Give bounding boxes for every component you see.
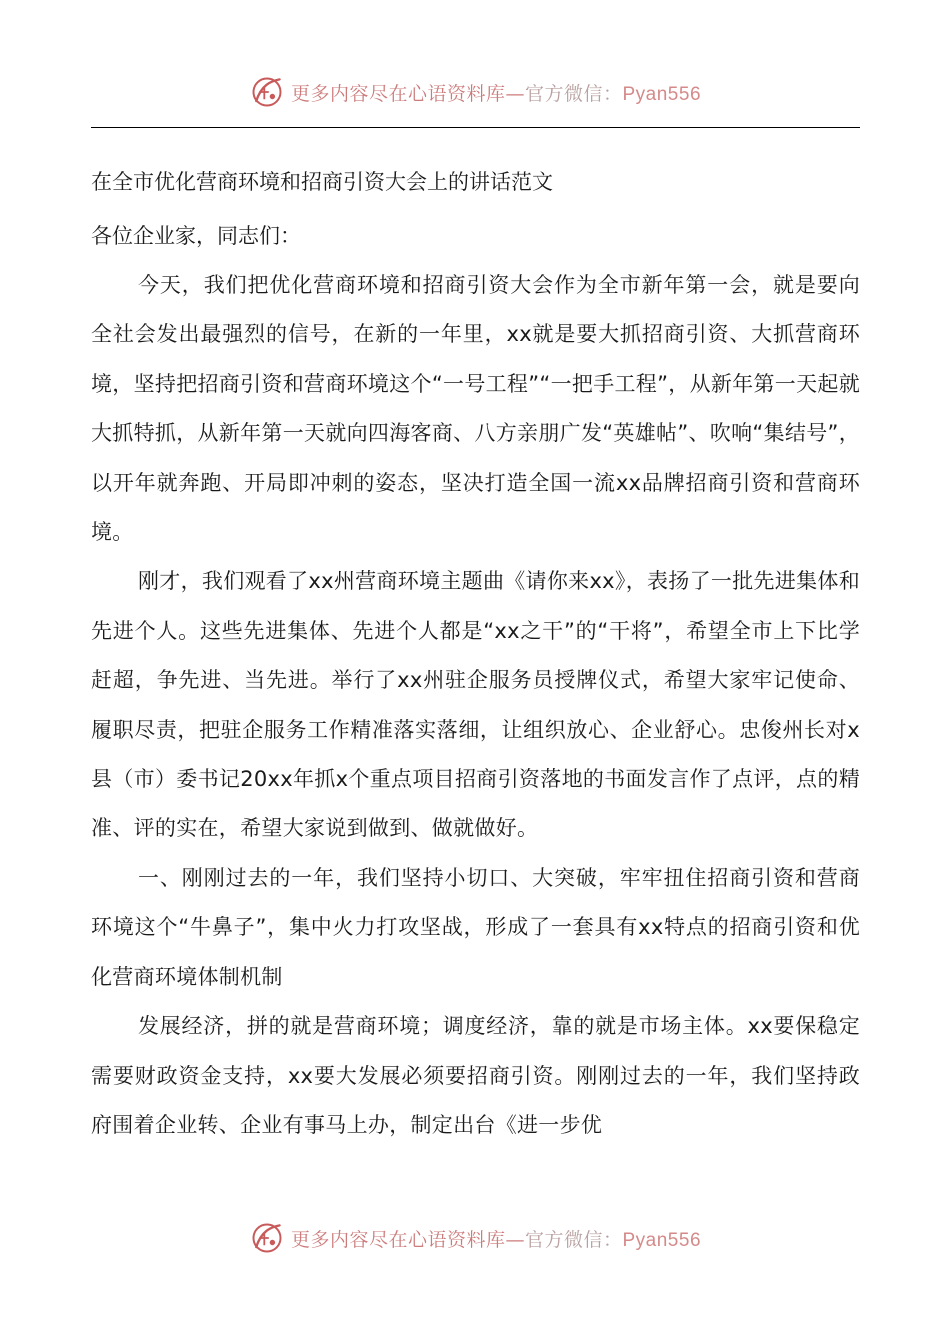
header-separator: —	[505, 82, 525, 105]
paragraph: 刚才，我们观看了xx州营商环境主题曲《请你来xx》，表扬了一批先进集体和先进个人。这些先进集体、先进个人都是“xx之干”的“干将”，希望全市上下比学赶超，争先进、当先进。举行了xx州驻企服务员授牌仪式，希望大家牢记使命、履职尽责，把驻企服务工作精准落实落细，让组织放心、企业舒心。忠俊州长对x县（市）委书记20xx年抓x个重点项目招商引资落地的书面发言作了点评，点的精准、评的实在，希望大家说到做到、做就做好。	[91, 569, 861, 841]
header-divider	[91, 127, 860, 128]
footer-wechat-id: Pyan556	[622, 1229, 702, 1251]
footer-banner	[0, 1216, 950, 1260]
header-wechat-label: 官方微信：	[524, 82, 623, 105]
document-salutation: 各位企业家，同志们：	[91, 224, 301, 248]
header-wechat-id: Pyan556	[622, 83, 702, 105]
header-text	[291, 79, 701, 106]
footer-text	[291, 1225, 701, 1252]
document-title: 在全市优化营商环境和招商引资大会上的讲话范文	[91, 170, 553, 194]
footer-wechat-label: 官方微信：	[524, 1228, 623, 1251]
seal-logo-icon	[249, 1220, 285, 1256]
paragraph: 一、刚刚过去的一年，我们坚持小切口、大突破，牢牢扭住招商引资和营商环境这个“牛鼻子”，集中火力打攻坚战，形成了一套具有xx特点的招商引资和优化营商环境体制机制	[91, 865, 860, 989]
header-brand: 更多内容尽在心语资料库	[290, 82, 506, 105]
header-banner	[0, 70, 950, 114]
seal-logo-icon	[249, 74, 285, 110]
footer-separator: —	[505, 1228, 525, 1251]
document-body	[91, 158, 860, 1150]
paragraph: 发展经济，拼的就是营商环境；调度经济，靠的就是市场主体。xx要保稳定需要财政资金支持，xx要大发展必须要招商引资。刚刚过去的一年，我们坚持政府围着企业转、企业有事马上办，制定出台《进一步优	[91, 1014, 860, 1137]
paragraph: 今天，我们把优化营商环境和招商引资大会作为全市新年第一会，就是要向全社会发出最强烈的信号，在新的一年里，xx就是要大抓招商引资、大抓营商环境，坚持把招商引资和营商环境这个“一号工程”“一把手工程”，从新年第一天起就大抓特抓，从新年第一天就向四海客商、八方亲朋广发“英雄帖”、吹响“集结号”，以开年就奔跑、开局即冲刺的姿态，坚决打造全国一流xx品牌招商引资和营商环境。	[91, 273, 860, 545]
footer-brand: 更多内容尽在心语资料库	[290, 1228, 506, 1251]
